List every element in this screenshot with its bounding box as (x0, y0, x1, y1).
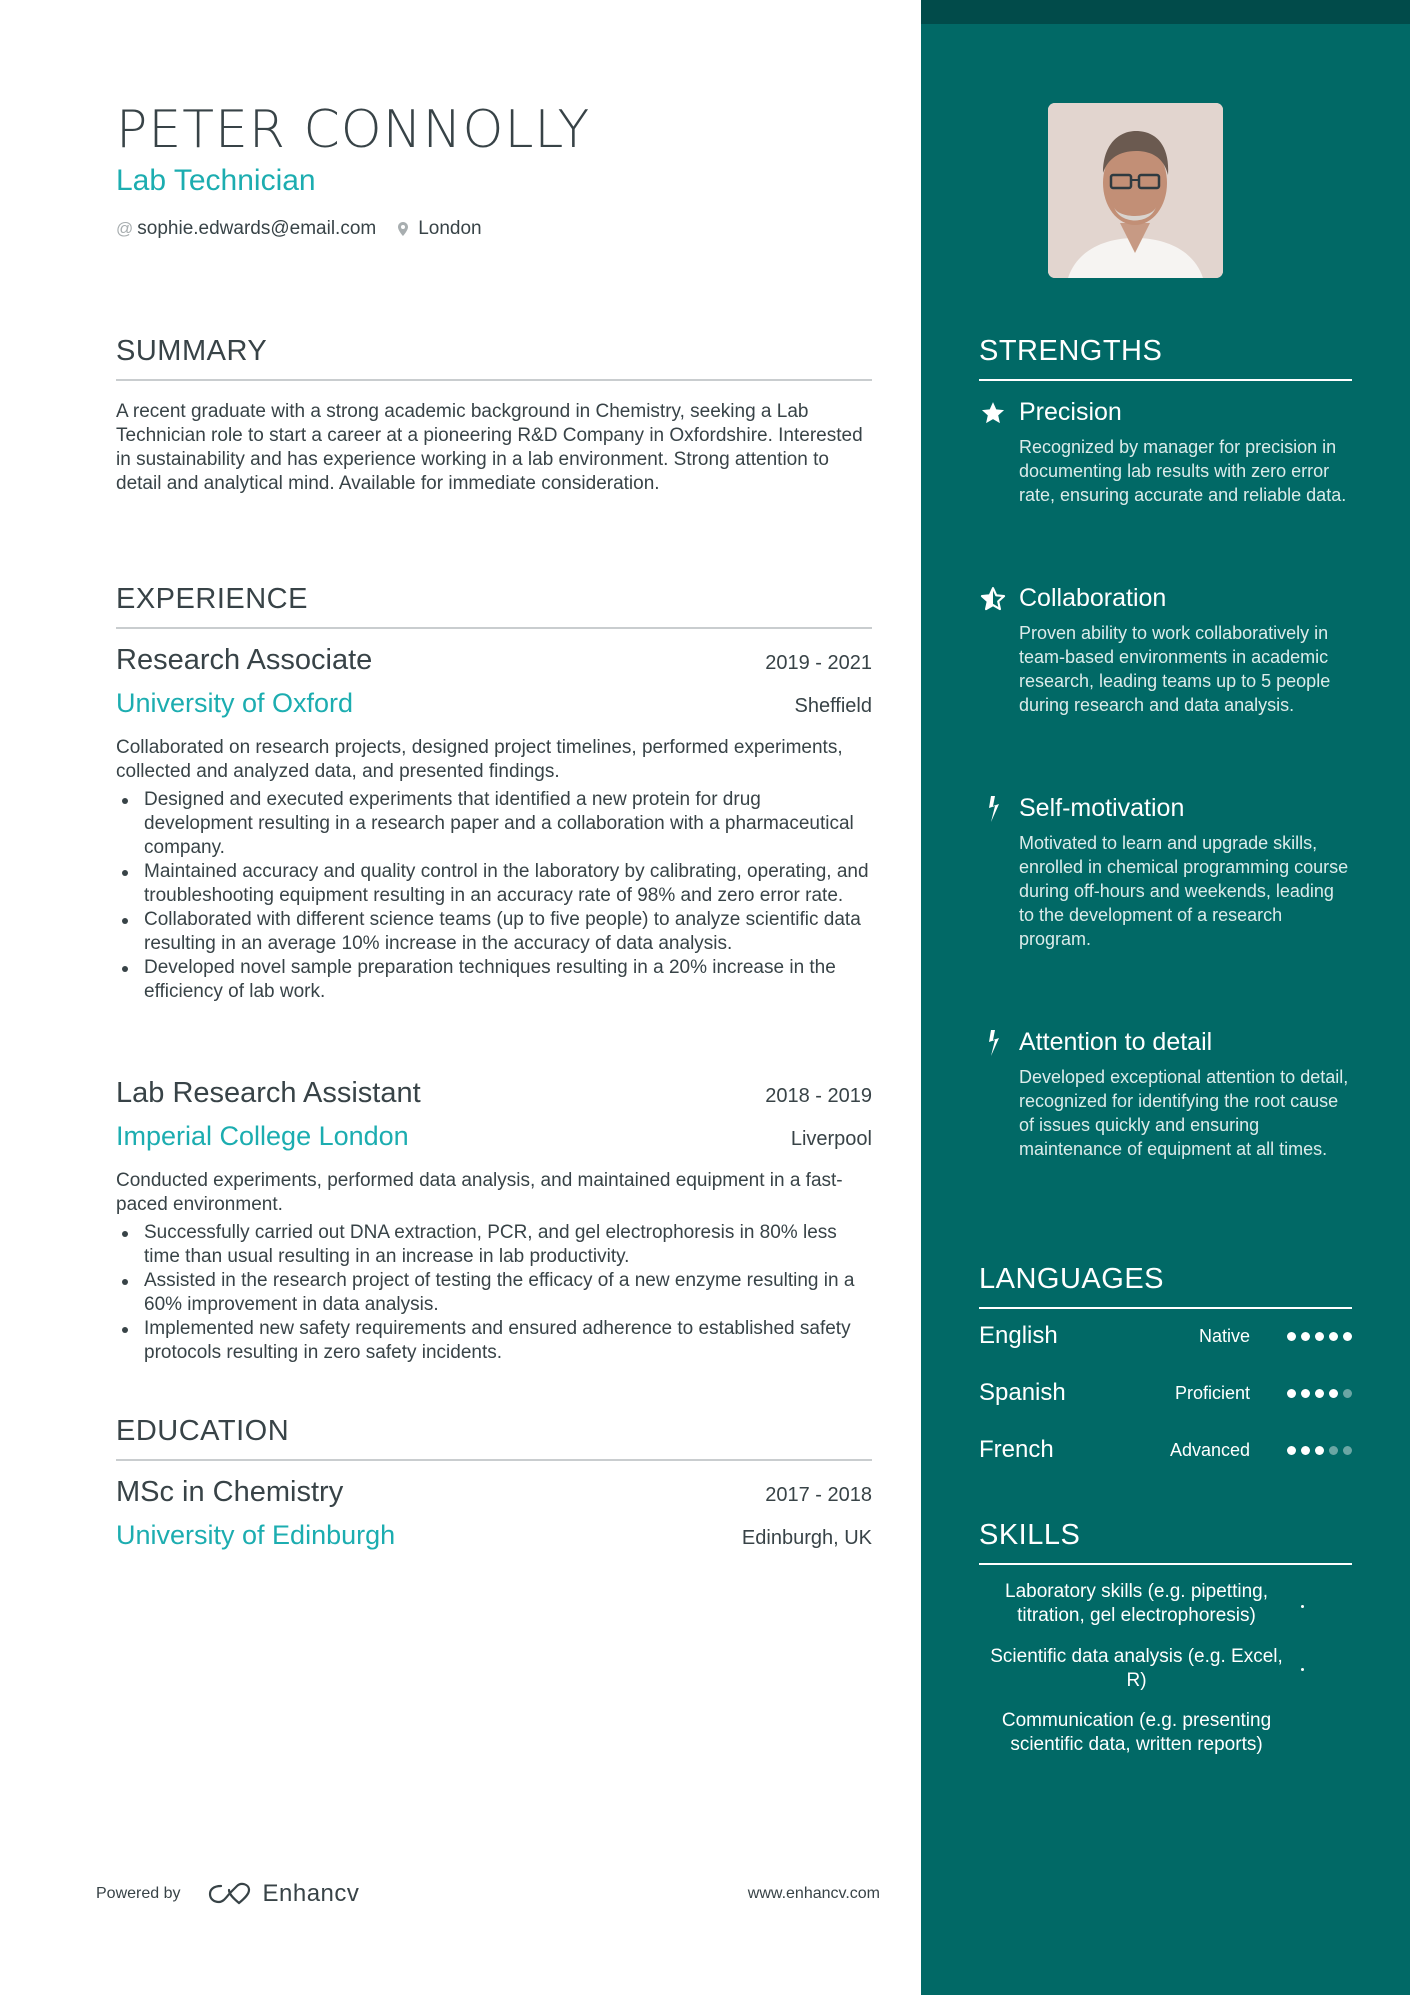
strength-desc: Recognized by manager for precision in documenting lab results with zero error rate, ensuring accurate and reliable data. (1019, 437, 1347, 505)
job-role: Research Associate (116, 644, 373, 676)
edu-location: Edinburgh, UK (741, 1527, 872, 1549)
strength-item (979, 584, 1352, 717)
job-location: Sheffield (794, 695, 872, 717)
strength-item (979, 794, 1352, 951)
email-text: sophie.edwards@email.com (137, 218, 377, 239)
job-location: Liverpool (790, 1128, 872, 1150)
contact-info (116, 218, 504, 240)
sidebar (921, 0, 1410, 1995)
strengths-heading: STRENGTHS (979, 333, 1352, 381)
strength-label: Collaboration (1019, 584, 1167, 612)
language-rating (1282, 1446, 1352, 1455)
job-dates: 2019 - 2021 (765, 652, 872, 674)
experience-heading: EXPERIENCE (116, 581, 872, 629)
language-item (979, 1322, 1352, 1350)
language-level: Native (1198, 1325, 1250, 1346)
job-1-header (116, 644, 872, 677)
language-rating (1282, 1389, 1352, 1398)
summary-heading: SUMMARY (116, 333, 872, 381)
job-2-bullets (116, 1221, 872, 1365)
job-role: Lab Research Assistant (116, 1077, 421, 1109)
edu-1-school-row (116, 1520, 872, 1551)
powered-by-label: Powered by (96, 1885, 181, 1902)
skill-item: Scientific data analysis (e.g. Excel, R) (990, 1646, 1283, 1691)
education-heading: EDUCATION (116, 1413, 872, 1461)
strength-desc: Developed exceptional attention to detail, recognized for identifying the root cause of issues quickly and ensuring maintenance of equipment at all times. (1019, 1067, 1349, 1159)
strength-item (979, 398, 1352, 507)
language-name: English (979, 1322, 1058, 1349)
edu-school: University of Edinburgh (116, 1520, 396, 1550)
skills-heading: SKILLS (979, 1517, 1352, 1565)
job-1-org-row (116, 688, 872, 719)
summary-text: A recent graduate with a strong academic background in Chemistry, seeking a Lab Technician role to start a career at a pioneering R&D Company in Oxfordshire. Interested in sustainability and has experience working in a lab environment. Strong attention to detail and analytical mind. Available for immediate consideration. (116, 401, 863, 494)
edu-1-header (116, 1476, 872, 1509)
job-description: Collaborated on research projects, designed project timelines, performed experiments, collected and analyzed data, and presented findings. (116, 737, 843, 782)
footer (96, 1880, 880, 1908)
bullet-item: Successfully carried out DNA extraction, PCR, and gel electrophoresis in 80% less time than usual resulting in an increase in lab productivity. (116, 1221, 872, 1269)
star-filled-icon (979, 399, 1007, 427)
bullet-item: Collaborated with different science teams (up to five people) to analyze scientific data resulting in an average 10% increase in the accuracy of data analysis. (116, 908, 872, 956)
language-level: Advanced (1169, 1439, 1250, 1460)
strength-desc: Proven ability to work collaboratively in team-based environments in academic research, leading teams up to 5 people during research and data analysis. (1019, 623, 1331, 715)
job-org: Imperial College London (116, 1121, 409, 1151)
location-item (398, 218, 481, 240)
language-item (979, 1436, 1352, 1464)
lightning-icon (979, 1029, 1007, 1057)
job-dates: 2018 - 2019 (765, 1085, 872, 1107)
separator-dot (1301, 1668, 1304, 1671)
strength-label: Self-motivation (1019, 794, 1185, 822)
bullet-item: Maintained accuracy and quality control in the laboratory by calibrating, operating, and troubleshooting equipment resulting in an accuracy rate of 98% and zero error rate. (116, 860, 872, 908)
language-name: French (979, 1436, 1054, 1463)
profile-photo (1048, 103, 1223, 278)
job-title: Lab Technician (116, 164, 316, 197)
strength-item (979, 1028, 1352, 1161)
star-half-icon (979, 585, 1007, 613)
email-item[interactable] (116, 218, 376, 240)
candidate-name: PETER CONNOLLY (116, 100, 591, 160)
edu-degree: MSc in Chemistry (116, 1476, 344, 1508)
bullet-item: Designed and executed experiments that identified a new protein for drug development resulting in a research paper and a collaboration with a pharmaceutical company. (116, 788, 872, 860)
strength-label: Attention to detail (1019, 1028, 1213, 1056)
bullet-item: Developed novel sample preparation techniques resulting in a 20% increase in the efficiency of lab work. (116, 956, 872, 1004)
language-name: Spanish (979, 1379, 1066, 1406)
skill-item: Laboratory skills (e.g. pipetting, titration, gel electrophoresis) (1005, 1581, 1268, 1626)
job-1-bullets (116, 788, 872, 1004)
language-level: Proficient (1174, 1382, 1250, 1403)
strength-desc: Motivated to learn and upgrade skills, enrolled in chemical programming course during off-hours and weekends, leading to the development of a research program. (1019, 833, 1349, 949)
language-rating (1282, 1332, 1352, 1341)
lightning-icon (979, 795, 1007, 823)
job-2-header (116, 1077, 872, 1110)
brand-name: Enhancv (262, 1880, 360, 1907)
enhancv-logo-icon (207, 1882, 253, 1906)
location-text: London (418, 218, 482, 239)
edu-dates: 2017 - 2018 (765, 1484, 872, 1506)
map-pin-icon (398, 222, 408, 236)
job-org: University of Oxford (116, 688, 354, 718)
powered-by (96, 1880, 359, 1908)
job-description: Conducted experiments, performed data analysis, and maintained equipment in a fast-paced environment. (116, 1170, 843, 1215)
language-item (979, 1379, 1352, 1407)
bullet-item: Implemented new safety requirements and ensured adherence to established safety protocols resulting in zero safety incidents. (116, 1317, 872, 1365)
skill-item: Communication (e.g. presenting scientific data, written reports) (1001, 1710, 1272, 1755)
bullet-item: Assisted in the research project of testing the efficacy of a new enzyme resulting in a 60% improvement in data analysis. (116, 1269, 872, 1317)
job-2-org-row (116, 1121, 872, 1152)
enhancv-url[interactable]: www.enhancv.com (747, 1885, 880, 1902)
at-icon: @ (116, 219, 134, 238)
separator-dot (1301, 1605, 1304, 1608)
languages-heading: LANGUAGES (979, 1261, 1352, 1309)
strength-label: Precision (1019, 398, 1122, 426)
enhancv-logo[interactable] (207, 1880, 360, 1908)
sidebar-top-bar (921, 0, 1410, 24)
